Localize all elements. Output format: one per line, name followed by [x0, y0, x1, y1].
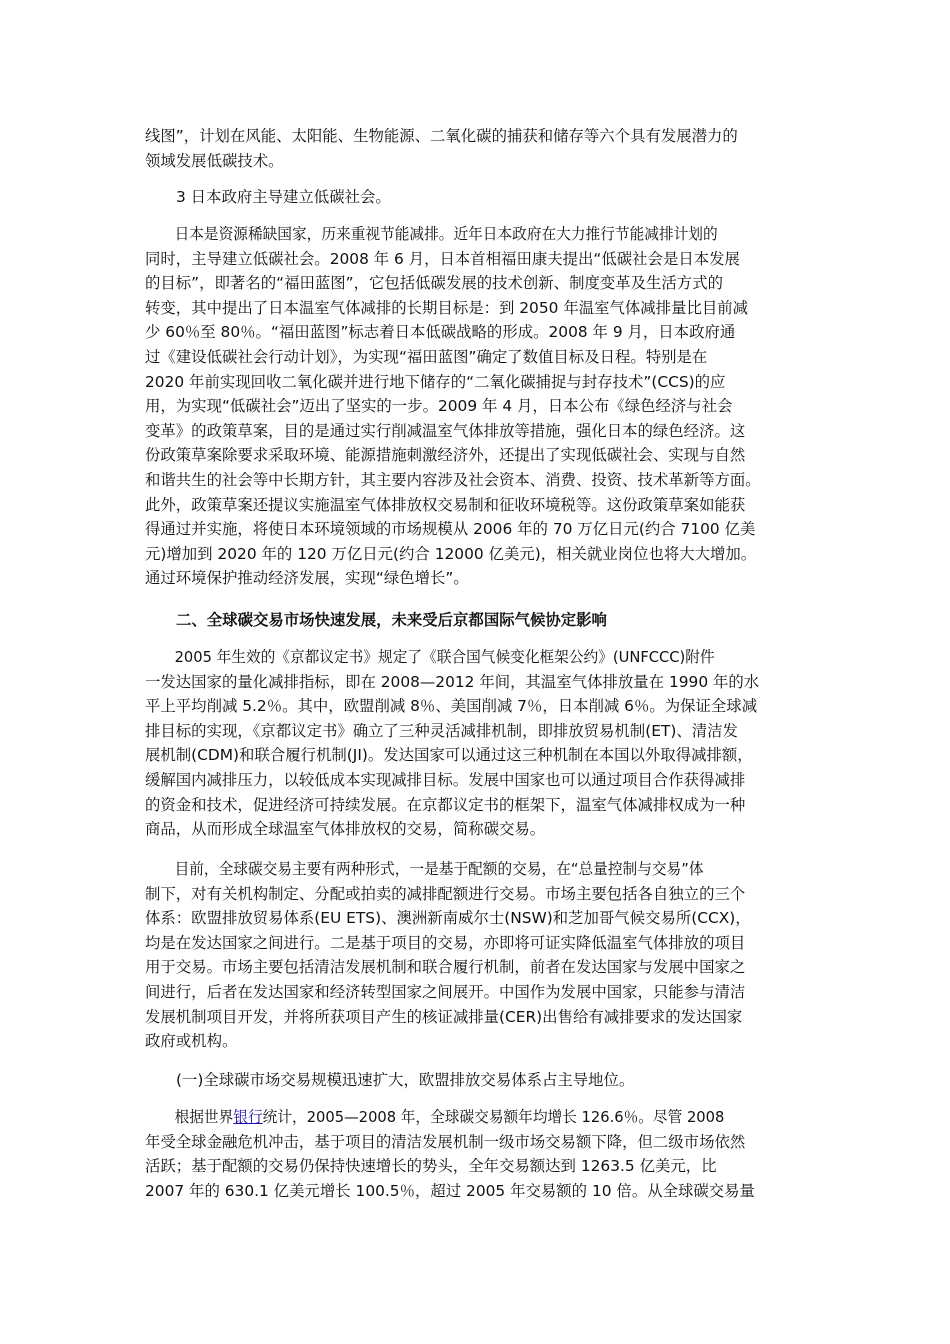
text-line: 用于交易。市场主要包括清洁发展机制和联合履行机制，前者在发达国家与发展中国家之 — [145, 958, 746, 977]
text-line: 变革》的政策草案，目的是通过实行削减温室气体排放等措施，强化日本的绿色经济。这 — [145, 421, 746, 440]
bank-link[interactable]: 银行 — [233, 1108, 263, 1126]
text-line: 用，为实现“低碳社会”迈出了坚实的一步。2009 年 4 月，日本公布《绿色经济与社会 — [145, 397, 733, 416]
text-line: 制下，对有关机构制定、分配或拍卖的减排配额进行交易。市场主要包括各自独立的三个 — [145, 884, 746, 903]
text-line: 一发达国家的量化减排指标，即在 2008—2012 年间，其温室气体排放量在 1990 年的水 — [145, 672, 760, 691]
section-heading-carbon-market — [145, 608, 846, 633]
text-line: 的资金和技术，促进经济可持续发展。在京都议定书的框架下，温室气体减排权成为一种 — [145, 795, 746, 814]
text-line: 2007 年的 630.1 亿美元增长 100.5％，超过 2005 年交易额的 10 倍。从全球碳交易量 — [145, 1181, 755, 1200]
paragraph-trading-forms — [145, 857, 815, 1054]
text-line: 政府或机构。 — [145, 1032, 238, 1051]
text-line: 和谐共生的社会等中长期方针，其主要内容涉及社会资本、消费、投资、技术革新等方面。 — [145, 470, 761, 489]
paragraph-continuation — [145, 124, 815, 173]
text-line — [145, 1105, 784, 1130]
text-line: 发展机制项目开发，并将所获项目产生的核证减排量(CER)出售给有减排要求的发达国家 — [145, 1007, 743, 1026]
text-line: 2005 年生效的《京都议定书》规定了《联合国气候变化框架公约》(UNFCCC)附件 — [174, 648, 715, 666]
text-line: 通过环境保护推动经济发展，实现“绿色增长”。 — [145, 569, 469, 588]
text-line: (一)全球碳市场交易规模迅速扩大，欧盟排放交易体系占主导地位。 — [176, 1071, 635, 1089]
text-line: 目前，全球碳交易主要有两种形式，一是基于配额的交易，在“总量控制与交易”体 — [174, 860, 704, 878]
text-fragment: 根据世界 — [174, 1108, 234, 1126]
text-line: 日本是资源稀缺国家，历来重视节能减排。近年日本政府在大力推行节能减排计划的 — [174, 225, 718, 243]
paragraph-japan-low-carbon — [145, 222, 815, 591]
text-line: 活跃；基于配额的交易仍保持快速增长的势头，全年交易额达到 1263.5 亿美元，比 — [145, 1157, 717, 1176]
text-line: 体系：欧盟排放贸易体系(EU ETS)、澳洲新南威尔士(NSW)和芝加哥气候交易所(CCX)， — [145, 909, 751, 928]
text-line: 平上平均削减 5.2％。其中，欧盟削减 8％、美国削减 7％，日本削减 6％。为保证全球减 — [145, 697, 758, 716]
text-line: 排目标的实现，《京都议定书》确立了三种灵活减排机制，即排放贸易机制(ET)、清洁发 — [145, 721, 738, 740]
text-line: 份政策草案除要求采取环境、能源措施刺激经济外，还提出了实现低碳社会、实现与自然 — [145, 446, 746, 465]
paragraph-world-bank-stats — [145, 1105, 815, 1203]
text-line: 间进行，后者在发达国家和经济转型国家之间展开。中国作为发展中国家，只能参与清洁 — [145, 982, 746, 1001]
text-line: 二、全球碳交易市场快速发展，未来受后京都国际气候协定影响 — [176, 611, 607, 629]
paragraph-kyoto-protocol — [145, 645, 815, 842]
text-line: 线图”，计划在风能、太阳能、生物能源、二氧化碳的捕获和储存等六个具有发展潜力的 — [145, 127, 738, 145]
text-line: 过《建设低碳社会行动计划》，为实现“福田蓝图”确定了数值目标及日程。特别是在 — [145, 347, 708, 366]
text-fragment: 统计，2005—2008 年，全球碳交易额年均增长 126.6％。尽管 2008 — [262, 1108, 725, 1126]
text-line: 商品，从而形成全球温室气体排放权的交易，简称碳交易。 — [145, 820, 546, 839]
text-line: 展机制(CDM)和联合履行机制(JI)。发达国家可以通过这三种机制在本国以外取得减排额， — [145, 746, 753, 765]
text-line: 同时，主导建立低碳社会。2008 年 6 月，日本首相福田康夫提出“低碳社会是日本发展 — [145, 249, 740, 268]
text-line: 转变，其中提出了日本温室气体减排的长期目标是：到 2050 年温室气体减排量比目前减 — [145, 298, 749, 317]
text-line: 均是在发达国家之间进行。二是基于项目的交易，亦即将可证实降低温室气体排放的项目 — [145, 933, 746, 952]
text-line: 元)增加到 2020 年的 120 万亿日元(约合 12000 亿美元)，相关就业岗位也将大大增加。 — [145, 544, 757, 563]
text-line: 此外，政策草案还提议实施温室气体排放权交易制和征收环境税等。这份政策草案如能获 — [145, 495, 746, 514]
subsection-heading-market-scale — [145, 1068, 846, 1093]
text-line: 的目标”，即著名的“福田蓝图”，它包括低碳发展的技术创新、制度变革及生活方式的 — [145, 274, 723, 293]
text-line: 缓解国内减排压力，以较低成本实现减排目标。发展中国家也可以通过项目合作获得减排 — [145, 770, 746, 789]
text-line: 年受全球金融危机冲击，基于项目的清洁发展机制一级市场交易额下降，但二级市场依然 — [145, 1132, 746, 1151]
subsection-heading-japan — [145, 185, 846, 210]
text-line: 2020 年前实现回收二氧化碳并进行地下储存的“二氧化碳捕捉与封存技术”(CCS)的应 — [145, 372, 726, 391]
text-line: 得通过并实施，将使日本环境领域的市场规模从 2006 年的 70 万亿日元(约合 7100 亿美 — [145, 520, 756, 539]
text-line: 少 60％至 80％。“福田蓝图”标志着日本低碳战略的形成。2008 年 9 月，日本政府通 — [145, 323, 736, 342]
text-line: 3 日本政府主导建立低碳社会。 — [176, 188, 391, 206]
text-line: 领域发展低碳技术。 — [145, 151, 284, 170]
